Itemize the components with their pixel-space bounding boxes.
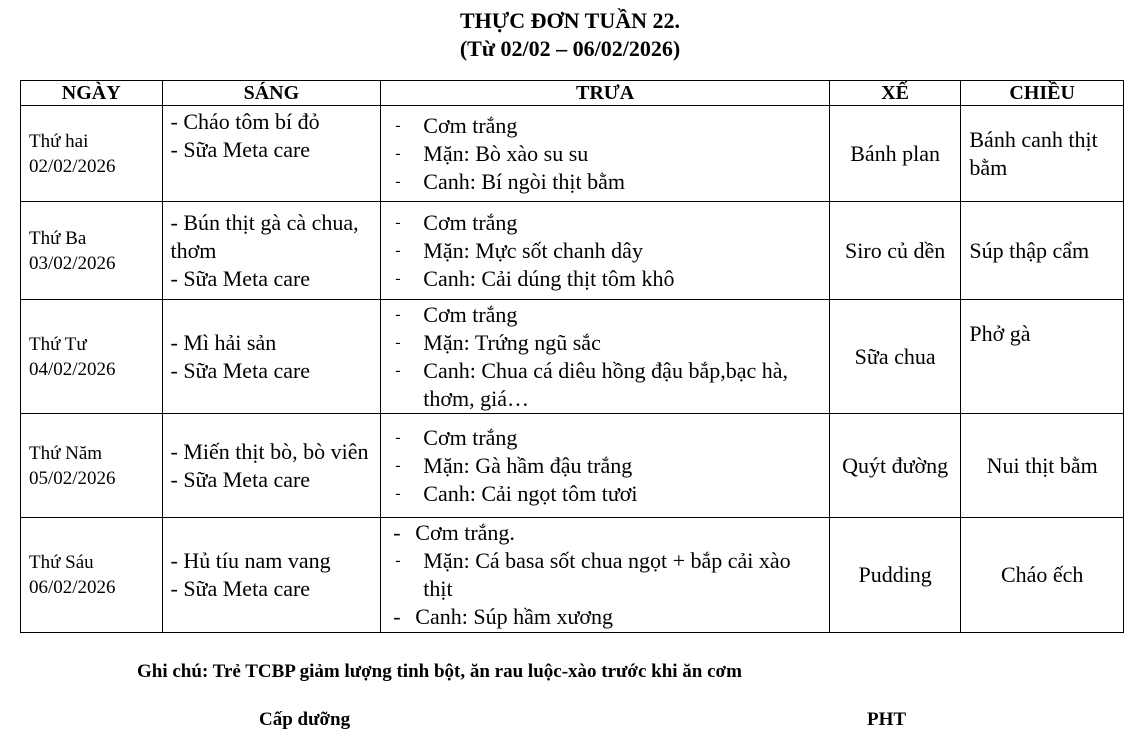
- trua-item: Canh: Cải dúng thịt tôm khô: [423, 265, 675, 291]
- day-date: 06/02/2026: [29, 577, 116, 598]
- bullet-dash: -: [395, 552, 401, 569]
- trua-item: Mặn: Bò xào su su: [423, 140, 589, 166]
- sang-item: - Bún thịt gà cà chua, thơm: [170, 209, 359, 263]
- sang-item: - Hủ tíu nam vang: [170, 548, 331, 573]
- trua-item: Canh: Bí ngòi thịt bằm: [423, 168, 625, 194]
- bullet-dash: -: [395, 172, 401, 190]
- day-name: Thứ Ba: [29, 227, 87, 249]
- sang-cell: [162, 300, 381, 414]
- trua-item: Mặn: Gà hầm đậu trắng: [423, 452, 633, 478]
- trua-cell: [381, 300, 830, 414]
- header-ngay: NGÀY: [21, 81, 163, 106]
- trua-item: Cơm trắng: [423, 209, 518, 235]
- day-cell: [21, 414, 163, 518]
- header-xe: XẾ: [829, 81, 960, 106]
- chieu-cell: Bánh canh thịt bằm: [961, 106, 1124, 202]
- weekly-menu-table: [20, 80, 1124, 633]
- table-row: [21, 518, 1124, 633]
- sang-item: - Cháo tôm bí đỏ: [170, 109, 320, 134]
- trua-cell: [381, 202, 830, 300]
- bullet-dash: -: [395, 361, 401, 379]
- sang-item: - Miến thịt bò, bò viên: [170, 438, 369, 464]
- trua-item: Canh: Cải ngọt tôm tươi: [423, 480, 638, 506]
- day-name: Thứ Tư: [29, 333, 87, 355]
- trua-item: Mặn: Trứng ngũ sắc: [423, 329, 601, 355]
- bullet-dash: -: [395, 484, 401, 502]
- chieu-cell: Cháo ếch: [961, 518, 1124, 633]
- day-cell: [21, 518, 163, 633]
- sang-cell: [162, 414, 381, 518]
- day-cell: [21, 202, 163, 300]
- bullet-dash: -: [395, 305, 401, 323]
- trua-item: Cơm trắng: [423, 424, 518, 450]
- trua-cell: [381, 518, 830, 633]
- xe-cell: Pudding: [829, 518, 960, 633]
- document-subtitle: (Từ 02/02 – 06/02/2026): [459, 36, 681, 61]
- xe-cell: Siro củ dền: [829, 202, 960, 300]
- header-chieu: CHIỀU: [961, 81, 1124, 106]
- header-trua: TRƯA: [381, 81, 830, 106]
- day-name: Thứ Sáu: [29, 552, 94, 573]
- bullet-dash: -: [393, 520, 401, 545]
- trua-item: Cơm trắng: [423, 301, 518, 327]
- bullet-dash: -: [395, 269, 401, 287]
- table-row: [21, 414, 1124, 518]
- sang-cell: [162, 106, 381, 202]
- header-sang: SÁNG: [162, 81, 381, 106]
- trua-cell: [381, 106, 830, 202]
- trua-cell: [381, 414, 830, 518]
- xe-cell: Quýt đường: [829, 414, 960, 518]
- trua-item: Cơm trắng.: [415, 520, 515, 545]
- bullet-dash: -: [395, 333, 401, 351]
- day-name: Thứ hai: [29, 130, 89, 152]
- table-header-row: [21, 81, 1124, 106]
- sang-cell: [162, 518, 381, 633]
- sang-item: - Mì hải sản: [170, 329, 277, 355]
- day-date: 02/02/2026: [29, 155, 116, 177]
- sang-item: - Sữa Meta care: [170, 466, 311, 492]
- signature-pht: PHT: [867, 709, 907, 730]
- sang-item: - Sữa Meta care: [170, 137, 311, 162]
- chieu-cell: Nui thịt bằm: [961, 414, 1124, 518]
- trua-item: Canh: Súp hầm xương: [415, 604, 614, 629]
- sang-item: - Sữa Meta care: [170, 357, 311, 383]
- day-name: Thứ Năm: [29, 442, 103, 464]
- trua-item: Mặn: Mực sốt chanh dây: [423, 237, 643, 263]
- chieu-cell: Phở gà: [961, 300, 1124, 414]
- signature-cap-duong: Cấp dưỡng: [259, 709, 351, 730]
- note-text: Ghi chú: Trẻ TCBP giảm lượng tinh bột, ăn rau luộc-xào trước khi ăn cơm: [137, 661, 742, 682]
- trua-item: Cơm trắng: [423, 112, 518, 138]
- chieu-cell: Súp thập cẩm: [961, 202, 1124, 300]
- bullet-dash: -: [395, 241, 401, 259]
- bullet-dash: -: [395, 116, 401, 134]
- xe-cell: Sữa chua: [829, 300, 960, 414]
- table-row: [21, 106, 1124, 202]
- day-date: 05/02/2026: [29, 467, 116, 489]
- xe-cell: Bánh plan: [829, 106, 960, 202]
- bullet-dash: -: [395, 428, 401, 446]
- day-date: 03/02/2026: [29, 252, 116, 274]
- bullet-dash: -: [395, 456, 401, 474]
- sang-item: - Sữa Meta care: [170, 265, 311, 291]
- trua-item: Mặn: Cá basa sốt chua ngọt + bắp cải xào thịt: [423, 548, 791, 601]
- bullet-dash: -: [395, 144, 401, 162]
- trua-item: Canh: Chua cá diêu hồng đậu bắp,bạc hà, thơm, giá…: [423, 357, 788, 411]
- day-cell: [21, 106, 163, 202]
- day-cell: [21, 300, 163, 414]
- day-date: 04/02/2026: [29, 358, 116, 380]
- sang-cell: [162, 202, 381, 300]
- document-title: THỰC ĐƠN TUẦN 22.: [459, 8, 680, 33]
- bullet-dash: -: [395, 213, 401, 231]
- sang-item: - Sữa Meta care: [170, 576, 311, 601]
- table-row: [21, 202, 1124, 300]
- bullet-dash: -: [393, 604, 401, 629]
- table-row: [21, 300, 1124, 414]
